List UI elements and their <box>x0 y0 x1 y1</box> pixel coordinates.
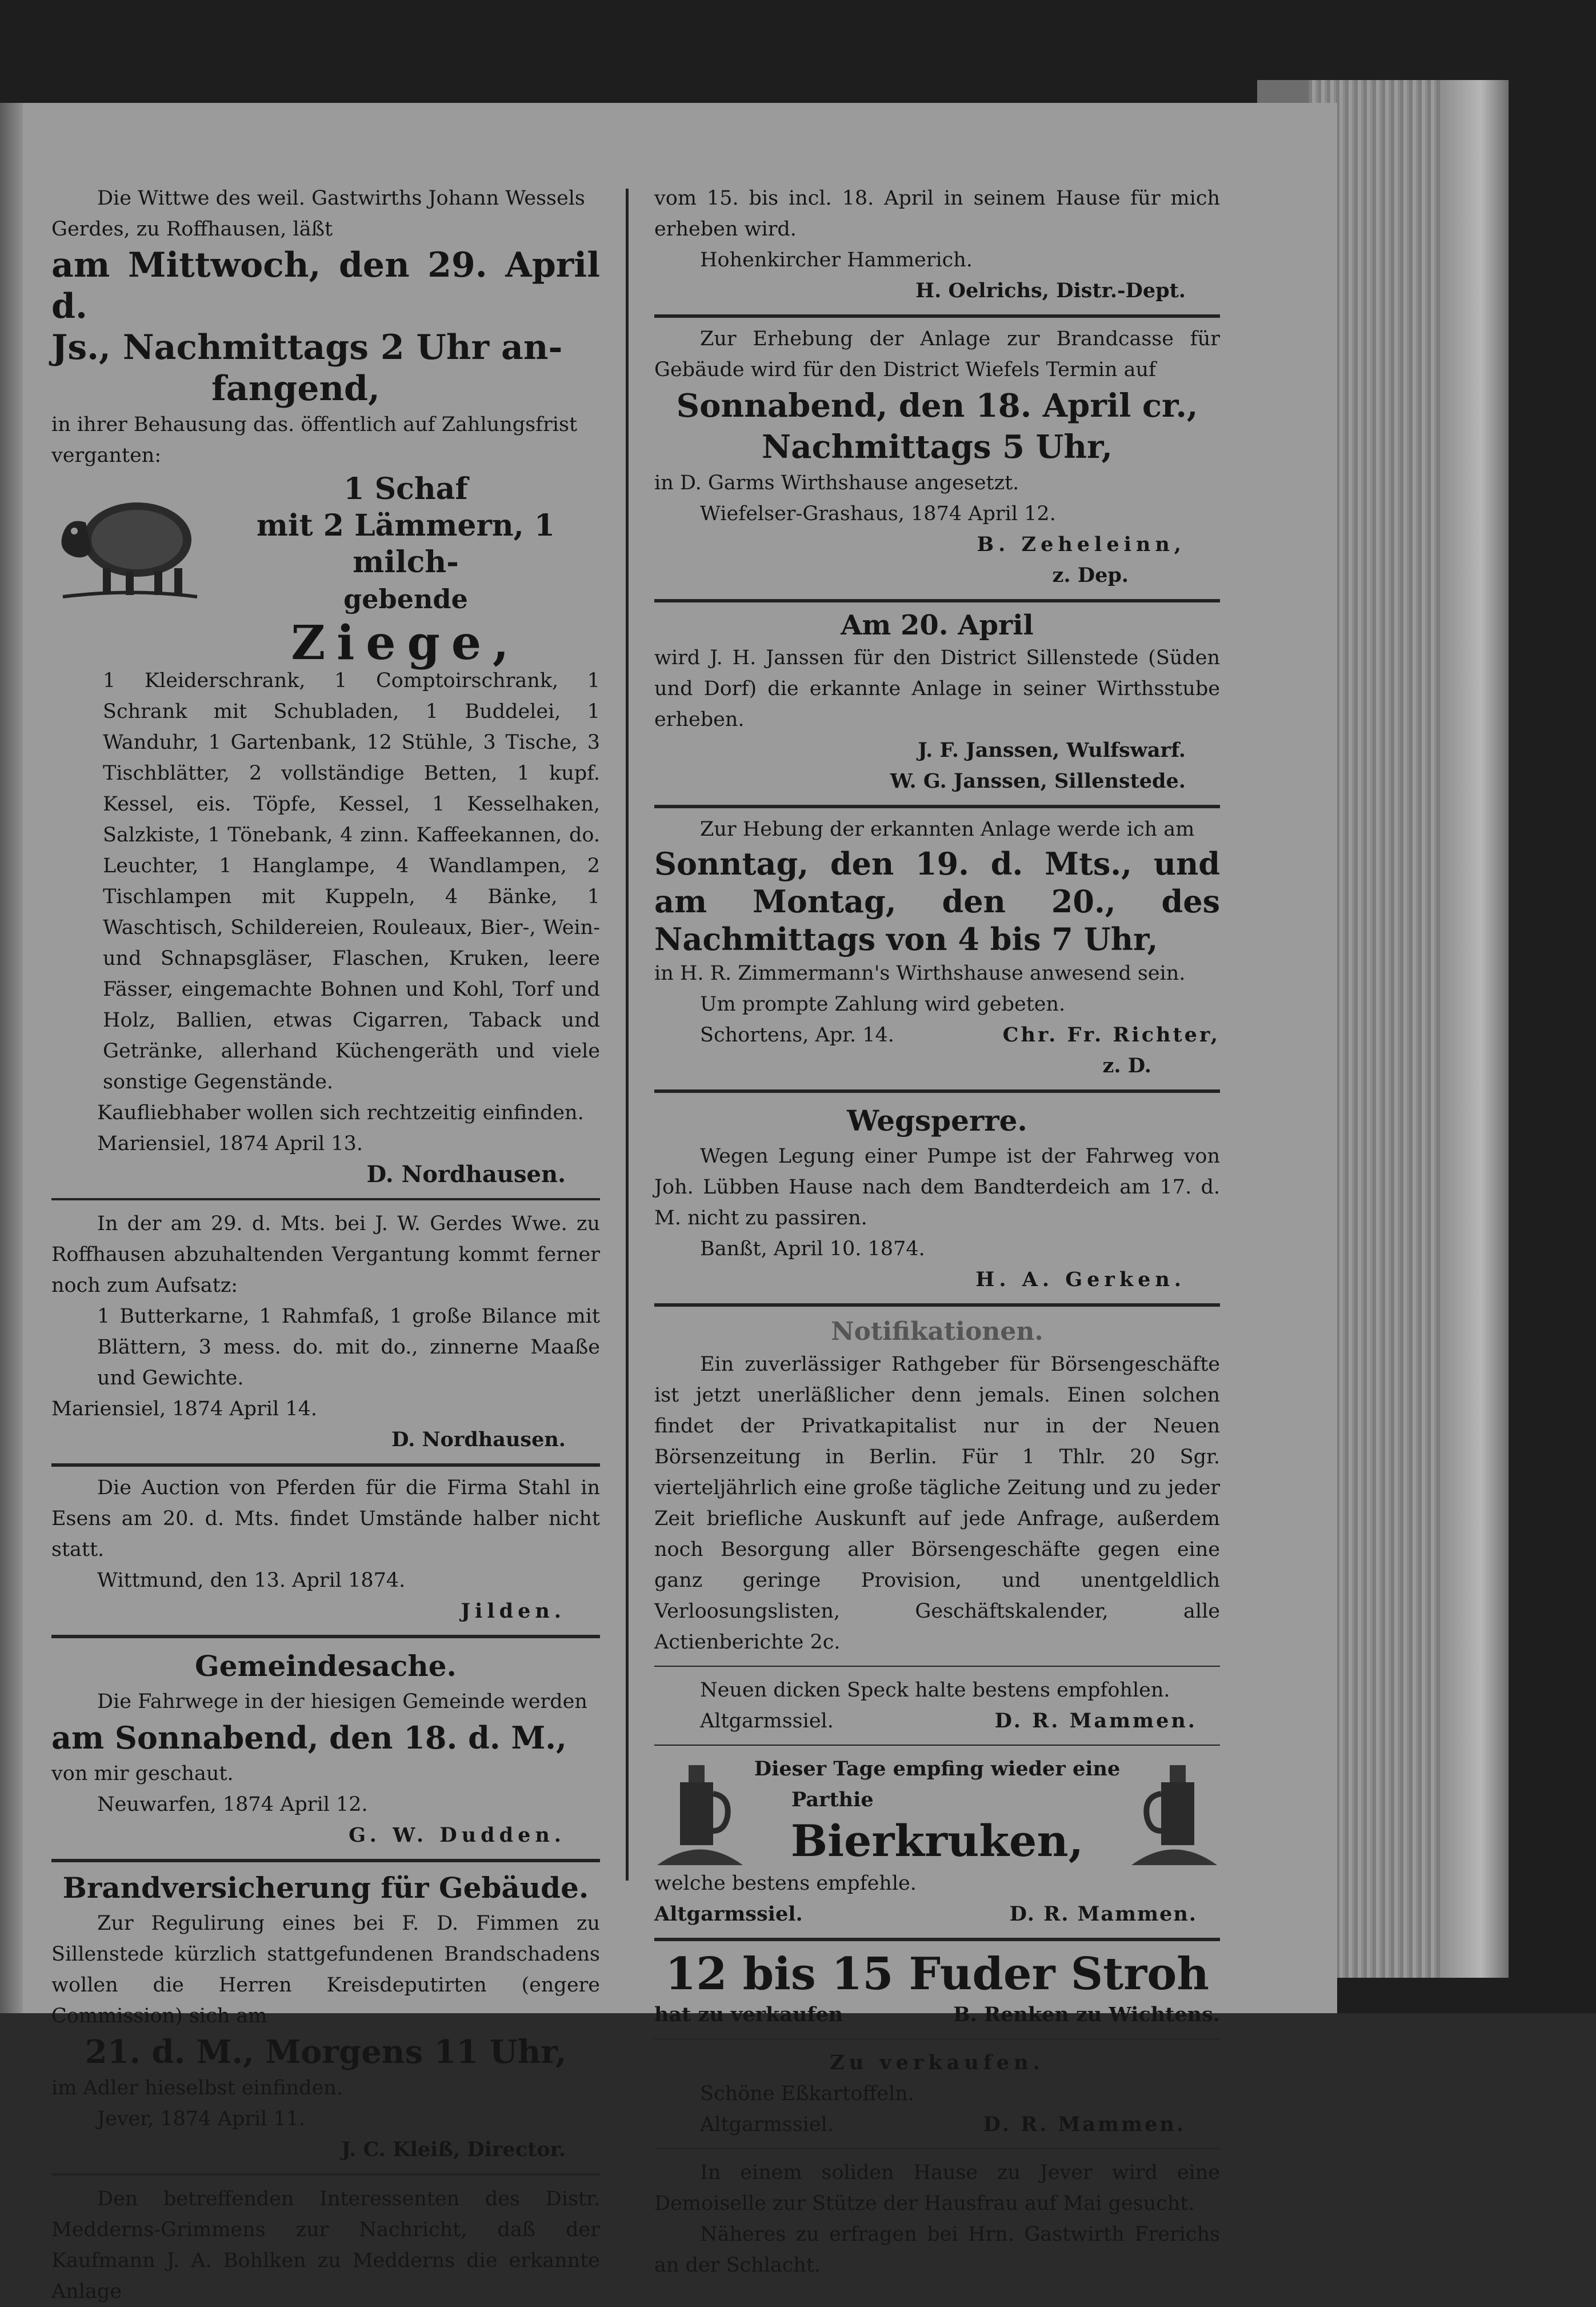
ad-place-date: Altgarmssiel. <box>700 2113 834 2136</box>
ad-separator <box>654 1666 1220 1667</box>
ad-text: Die Auction von Pferden für die Firma Stahl in Esens am 20. d. Mts. findet Umstände halber nicht statt. <box>51 1476 600 1561</box>
ad-place-date: Neuwarfen, 1874 April 12. <box>97 1793 368 1816</box>
ad-note: Kaufliebhaber wollen sich rechtzeitig einfinden. <box>97 1101 584 1124</box>
ad-footer-row <box>654 1999 1220 2030</box>
ad-text: wird J. H. Janssen für den District Sillenstede (Süden und Dorf) die erkannte Anlage in seiner Wirthsstube erheben. <box>654 646 1220 731</box>
ad-item-highlight: 1 Schaf <box>343 472 468 506</box>
ad-separator <box>51 1859 600 1862</box>
ad-text: Wegen Legung einer Pumpe ist der Fahrweg von Joh. Lübben Hause nach dem Bandterdeich am 17. d. M. nicht zu passiren. <box>654 1145 1220 1230</box>
ad-footer-row <box>654 1020 1220 1051</box>
ad-signature: Jilden. <box>461 1599 566 1623</box>
ad-footer-row <box>654 1706 1220 1737</box>
ad-separator <box>654 314 1220 318</box>
ad-vergantung-addendum <box>51 1208 600 1455</box>
ad-heading: 12 bis 15 Fuder Stroh <box>665 1948 1209 2000</box>
ad-place-date: Hohenkircher Hammerich. <box>700 249 973 272</box>
ad-item-highlight: mit 2 Lämmern, 1 milch- <box>256 508 555 580</box>
ad-brandversicherung <box>51 1868 600 2165</box>
ad-separator <box>654 1303 1220 1307</box>
ad-date-line: 21. d. M., Morgens 11 Uhr, <box>85 2033 567 2071</box>
ad-text: Zur Hebung der erkannten Anlage werde ich am <box>700 818 1195 841</box>
ad-item-list: 1 Kleiderschrank, 1 Comptoirschrank, 1 Schrank mit Schubladen, 1 Buddelei, 1 Wanduhr, 1 Gartenbank, 12 Stühle, 3 Tische, 3 Tischblätter, 2 vollständige Betten, 1 kupf. Kessel, eis. Töpfe, Kessel, 1 Kesselhaken, Salzkiste, 1 Tönebank, 4 zinn. Kaffeekannen, do. Leuchter, 1 Hanglampe, 4 Wandlampen, 2 Tischlampen mit Kuppeln, 4 Bänke, 1 Waschtisch, Schildereien, Rouleaux, Bier-, Wein- und Schnapsgläser, Flaschen, Kruken, leere Fässer, eingemachte Bohnen und Kohl, Torf und Holz, Ballien, etwas Cigarren, Taback und Getränke, allerhand Küchengeräth und viele sonstige Gegenstände. <box>103 669 600 1093</box>
ad-signature: J. F. Janssen, Wulfswarf. <box>918 739 1186 762</box>
ad-place-date: Banßt, April 10. 1874. <box>700 1238 925 1260</box>
ad-text: im Adler hieselbst einfinden. <box>51 2077 343 2100</box>
ad-heading: Gemeindesache. <box>195 1649 457 1683</box>
ad-auction-gerdes <box>51 183 600 1190</box>
ad-text: hat zu verkaufen <box>654 2003 843 2026</box>
ad-date-line: Sonntag, den 19. d. Mts., und am Montag, den 20., des Nachmittags von 4 bis 7 Uhr, <box>654 845 1220 957</box>
ad-text: Näheres zu erfragen bei Hrn. Gastwirth Frerichs an der Schlacht. <box>654 2223 1220 2277</box>
ad-heading: Zu verkaufen. <box>830 2051 1045 2074</box>
ad-text: Dieser Tage empfing wieder eine <box>754 1757 1121 1781</box>
ad-signature: G. W. Dudden. <box>349 1823 566 1847</box>
ad-date-line: am Mittwoch, den 29. April d. <box>51 245 600 326</box>
ad-medderns-notice <box>51 2184 600 2307</box>
ad-demoiselle <box>654 2157 1220 2281</box>
ad-separator <box>654 2148 1220 2149</box>
ad-signature: B. Zeheleinn, <box>977 533 1186 556</box>
ad-item-highlight: gebende <box>343 584 468 614</box>
ad-separator <box>654 1745 1220 1746</box>
stoneware-jug-icon <box>1129 1759 1220 1868</box>
ad-signature: D. R. Mammen. <box>1009 1902 1197 1926</box>
ad-item-highlight: Ziege, <box>291 616 521 670</box>
ad-footer-row <box>654 1899 1220 1930</box>
column-divider <box>626 189 629 1881</box>
sheep-illustration-block <box>51 471 600 670</box>
ad-text: welche bestens empfehle. <box>654 1872 917 1895</box>
page-gutter-shadow <box>0 103 23 2013</box>
ad-signature: D. Nordhausen. <box>366 1161 566 1188</box>
ad-signature: D. Nordhausen. <box>391 1428 566 1451</box>
ad-place-date: Jever, 1874 April 11. <box>97 2108 306 2130</box>
ad-stroh <box>654 1949 1220 2030</box>
ad-bierkruken <box>654 1754 1220 1930</box>
ad-text: Um prompte Zahlung wird gebeten. <box>700 993 1066 1016</box>
ad-signature: D. R. Mammen. <box>983 2113 1186 2136</box>
ad-place-date: Mariensiel, 1874 April 13. <box>97 1132 363 1155</box>
ad-signature: z. D. <box>1102 1054 1151 1077</box>
ad-schortens <box>654 814 1220 1081</box>
ad-signature: Chr. Fr. Richter, <box>1002 1023 1220 1047</box>
ad-item-list: 1 Butterkarne, 1 Rahmfaß, 1 große Bilance mit Blättern, 3 mess. do. mit do., zinnerne Maaße und Gewichte. <box>97 1305 600 1390</box>
ad-text: in D. Garms Wirthshause angesetzt. <box>654 472 1019 494</box>
ad-notifikationen <box>654 1315 1220 1658</box>
ad-text: Ein zuverlässiger Rathgeber für Börsengeschäfte ist jetzt unerläßlicher denn jemals. Einen solchen findet der Privatkapitalist nur in der Neuen Börsenzeitung in Berlin. Für 1 Thlr. 20 Sgr. vierteljährlich eine große tägliche Zeitung und zu jeder Zeit briefliche Auskunft auf jede Anfrage, außerdem noch Besorgung aller Börsengeschäfte gegen eine ganz geringe Provision, und unentgeldlich Verloosungslisten, Geschäftskalender, alle Actienberichte 2c. <box>654 1353 1220 1654</box>
ad-text: Parthie <box>791 1788 874 1811</box>
ad-sillenstede <box>654 608 1220 797</box>
ad-kartoffeln <box>654 2047 1220 2140</box>
ad-text: Zur Regulirung eines bei F. D. Fimmen zu Sillenstede kürzlich stattgefundenen Brandschadens wollen die Herren Kreisdeputirten (engere Commission) sich am <box>51 1912 600 2027</box>
ad-date-line: am Sonnabend, den 18. d. M., <box>51 1719 567 1756</box>
ad-text: Neuen dicken Speck halte bestens empfohlen. <box>700 1679 1170 1702</box>
ad-separator <box>51 1635 600 1638</box>
ad-separator <box>51 1463 600 1467</box>
ad-separator <box>654 1938 1220 1941</box>
ad-gemeindesache <box>51 1646 600 1851</box>
ad-separator <box>654 2038 1220 2039</box>
ad-signature: H. Oelrichs, Distr.-Dept. <box>915 279 1186 302</box>
ad-text: In einem soliden Hause zu Jever wird eine Demoiselle zur Stütze der Hausfrau auf Mai gesucht. <box>654 2161 1220 2215</box>
ad-signature: D. R. Mammen. <box>994 1709 1197 1733</box>
ad-text: vom 15. bis incl. 18. April in seinem Hause für mich erheben wird. <box>654 187 1220 241</box>
sheep-lines <box>211 471 600 669</box>
ad-separator <box>654 1089 1220 1093</box>
ad-signature: J. C. Kleiß, Director. <box>341 2138 566 2161</box>
ad-place-date: Wittmund, den 13. April 1874. <box>97 1569 406 1592</box>
ad-signature: H. A. Gerken. <box>975 1268 1186 1291</box>
ad-text: in H. R. Zimmermann's Wirthshause anwesend sein. <box>654 962 1186 985</box>
ad-text: Die Fahrwege in der hiesigen Gemeinde werden <box>97 1690 587 1713</box>
ad-signature: B. Renken zu Wichtens. <box>953 2003 1220 2026</box>
ad-place-date: Altgarmssiel. <box>700 1710 834 1733</box>
bierkruken-illustration-block <box>654 1754 1220 1868</box>
left-column <box>51 183 600 2307</box>
ad-date-line: Nachmittags 5 Uhr, <box>762 428 1113 466</box>
stoneware-jug-icon <box>654 1759 746 1868</box>
ad-auction-cancelled <box>51 1472 600 1627</box>
ad-place-date: Altgarmssiel. <box>654 1902 803 1926</box>
ad-text: Den betreffenden Interessenten des Distr. Medderns-Grimmens zur Nachricht, daß der Kaufmann J. A. Bohlken zu Medderns die erkannte Anlage <box>51 2188 600 2303</box>
ad-heading: Wegsperre. <box>847 1104 1027 1137</box>
ad-separator <box>654 805 1220 808</box>
book-fore-edge <box>1440 80 1509 1978</box>
ad-brandcasse-wiefels <box>654 324 1220 591</box>
ad-place-date: Wiefelser-Grashaus, 1874 April 12. <box>700 502 1056 525</box>
ad-footer-row <box>654 2109 1220 2140</box>
ad-place-date: Mariensiel, 1874 April 14. <box>51 1398 317 1420</box>
ad-separator <box>654 599 1220 602</box>
ad-place-date: Schortens, Apr. 14. <box>700 1024 894 1047</box>
ad-heading: Am 20. April <box>841 609 1034 641</box>
ad-heading: Bierkruken, <box>790 1815 1084 1866</box>
ad-text: verganten: <box>51 444 162 467</box>
ad-text: Die Wittwe des weil. Gastwirths Johann Wessels <box>97 187 585 210</box>
bierkruken-text <box>751 1754 1123 1867</box>
ad-separator <box>51 2173 600 2176</box>
ad-date-line: fangend, <box>211 369 380 409</box>
ad-date-line: Js., Nachmittags 2 Uhr an- <box>51 328 563 368</box>
ad-text: Gerdes, zu Roffhausen, läßt <box>51 218 333 241</box>
ad-text: In der am 29. d. Mts. bei J. W. Gerdes Wwe. zu Roffhausen abzuhaltenden Vergantung kommt ferner noch zum Aufsatz: <box>51 1212 600 1297</box>
ad-separator <box>51 1198 600 1200</box>
ad-heading: Brandversicherung für Gebäude. <box>62 1871 589 1905</box>
ad-text: von mir geschaut. <box>51 1762 234 1785</box>
sheep-icon <box>51 477 200 608</box>
ad-oelrichs <box>654 183 1220 306</box>
ad-wegsperre <box>654 1101 1220 1295</box>
right-column <box>654 183 1220 2281</box>
ad-heading: Notifikationen. <box>831 1317 1043 1346</box>
ad-text: Zur Erhebung der Anlage zur Brandcasse für Gebäude wird für den District Wiefels Termin auf <box>654 328 1220 381</box>
ad-signature: z. Dep. <box>1052 564 1129 587</box>
ad-date-line: Sonnabend, den 18. April cr., <box>676 387 1198 425</box>
ad-text: in ihrer Behausung das. öffentlich auf Zahlungsfrist <box>51 413 578 436</box>
ad-speck <box>654 1675 1220 1737</box>
ad-text: Schöne Eßkartoffeln. <box>700 2082 914 2105</box>
ad-signature: W. G. Janssen, Sillenstede. <box>890 769 1186 793</box>
